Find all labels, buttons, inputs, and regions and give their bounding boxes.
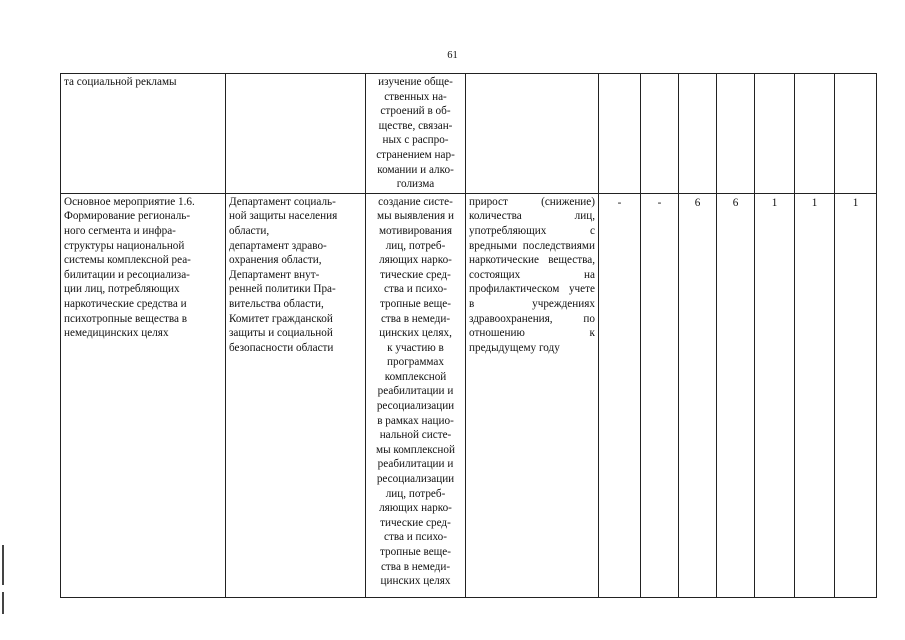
value-cell: - <box>599 193 641 597</box>
scan-artifact <box>2 592 4 614</box>
task-cell: создание систе- мы выявления и мотивирования лиц, потреб- ляющих нарко- тические сред- ства и психо- тропные веще- ства в немеди- цинских целях, к участию в программах комплексной реабилитации и ресоциализации в рамках нацио- нальной систе- мы комплексной реабилитации и ресоциализации лиц, потреб- ляющих нарко- тические сред- ства и психо- тропные веще- ства в немеди- цинских целях <box>366 193 466 597</box>
executor-cell: Департамент социаль- ной защиты населения области, департамент здраво- охранения области, Департамент внут- ренней политики Пра- вительства области, Комитет гражданской защиты и социальной безопасности области <box>226 193 366 597</box>
program-table <box>60 73 877 598</box>
indicator-cell: прирост (снижение) количества лиц, употребляющих с вредными последствиями наркотические вещества, состоящих на профилактическом учете в учреждениях здравоохранения, по отношению к предыдущему году <box>466 193 599 597</box>
page-number: 61 <box>447 50 458 61</box>
table-row <box>61 193 877 597</box>
scan-artifact <box>2 545 4 585</box>
value-cell <box>679 74 717 194</box>
value-cell: 1 <box>795 193 835 597</box>
value-cell: - <box>641 193 679 597</box>
value-cell <box>599 74 641 194</box>
value-cell <box>795 74 835 194</box>
value-cell <box>755 74 795 194</box>
indicator-cell <box>466 74 599 194</box>
task-cell: изучение обще- ственных на- строений в об- ществе, связан- ных с распро- странением нар- комании и алко- голизма <box>366 74 466 194</box>
value-cell <box>641 74 679 194</box>
value-cell <box>835 74 877 194</box>
executor-cell <box>226 74 366 194</box>
activity-cell: Основное мероприятие 1.6. Формирование региональ- ного сегмента и инфра- структуры национальной системы комплексной реа- билитации и ресоциализа- ции лиц, потребляющих наркотические средства и психотропные вещества в немедицинских целях <box>61 193 226 597</box>
value-cell: 6 <box>717 193 755 597</box>
activity-cell: та социальной рекламы <box>61 74 226 194</box>
value-cell: 6 <box>679 193 717 597</box>
value-cell: 1 <box>835 193 877 597</box>
value-cell <box>717 74 755 194</box>
table-row <box>61 74 877 194</box>
value-cell: 1 <box>755 193 795 597</box>
